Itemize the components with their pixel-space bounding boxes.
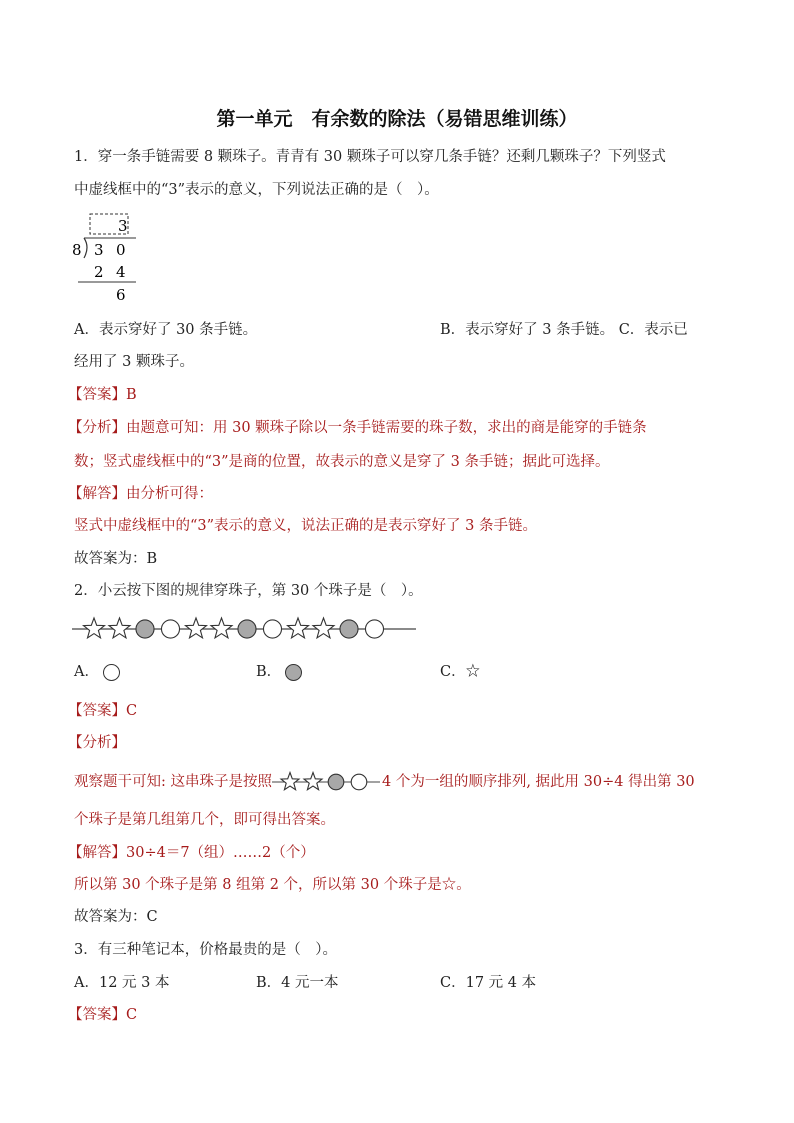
answer-tag: 【答案】 (68, 703, 126, 719)
division-dividend-digit1: 3 (94, 241, 104, 259)
q2-analysis-line2: 个珠子是第几组第几个，即可得出答案。 (74, 812, 335, 828)
q2-option-b: B． (256, 662, 302, 682)
white-circle-bead-icon (365, 620, 383, 638)
star-bead-icon (281, 773, 299, 790)
analysis-tag: 【分析】 (68, 420, 126, 436)
q1-solution-line1: 【解答】由分析可得： (68, 486, 213, 502)
q1-long-division (66, 208, 146, 308)
q1-option-c-continued: 经用了 3 颗珠子。 (74, 354, 194, 370)
q2-answer: 【答案】C (68, 703, 138, 719)
q3-option-b: B．4 元一本 (256, 975, 339, 991)
star-bead-icon (186, 618, 207, 638)
q1-final-answer: 故答案为：B (74, 551, 158, 567)
division-quotient: 3 (118, 217, 128, 235)
division-product-digit2: 4 (116, 263, 126, 281)
q1-analysis-line1: 【分析】由题意可知：用 30 颗珠子除以一条手链需要的珠子数，求出的商是能穿的手链条 (68, 420, 647, 436)
q2-bead-string (72, 616, 418, 642)
star-bead-icon (313, 618, 334, 638)
q1-option-b-c: B．表示穿好了 3 条手链。 C．表示已 (440, 322, 688, 338)
division-remainder: 6 (116, 286, 126, 304)
gray-circle-icon (285, 664, 302, 681)
q2-option-c: C．☆ (440, 664, 481, 680)
gray-circle-bead-icon (238, 620, 256, 638)
white-circle-icon (103, 664, 120, 681)
white-circle-bead-icon (263, 620, 281, 638)
q1-solution-line2: 竖式中虚线框中的“3”表示的意义，说法正确的是表示穿好了 3 条手链。 (74, 518, 537, 534)
gray-circle-bead-icon (328, 774, 344, 790)
q1-stem-line2: 中虚线框中的“3”表示的意义，下列说法正确的是（ ）。 (74, 182, 439, 198)
gray-circle-bead-icon (340, 620, 358, 638)
q2-final-answer: 故答案为：C (74, 909, 158, 925)
q3-stem: 3．有三种笔记本，价格最贵的是（ ）。 (74, 942, 337, 958)
q2-inline-bead-group (272, 771, 382, 793)
q3-option-a: A．12 元 3 本 (74, 975, 170, 991)
answer-tag: 【答案】 (68, 1007, 126, 1023)
q2-stem: 2．小云按下图的规律穿珠子，第 30 个珠子是（ ）。 (74, 583, 423, 599)
q3-option-c: C．17 元 4 本 (440, 975, 537, 991)
star-bead-icon (84, 618, 105, 638)
white-circle-bead-icon (351, 774, 367, 790)
star-bead-icon (304, 773, 322, 790)
white-circle-bead-icon (161, 620, 179, 638)
q2-solution-line1: 【解答】30÷4＝7（组）……2（个） (68, 845, 315, 861)
gray-circle-bead-icon (136, 620, 154, 638)
q2-option-a: A． (74, 662, 120, 682)
answer-tag: 【答案】 (68, 387, 126, 403)
q1-stem-line1: 1．穿一条手链需要 8 颗珠子。青青有 30 颗珠子可以穿几条手链？还剩几颗珠子？下列竖式 (74, 149, 666, 165)
solution-tag: 【解答】 (68, 845, 126, 861)
q2-analysis-line1: 观察题干可知: 这串珠子是按照 4 个为一组的顺序排列, 据此用 30÷4 得出第 30 (74, 771, 695, 793)
division-divisor: 8 (72, 241, 82, 259)
division-dividend-digit2: 0 (116, 241, 126, 259)
q1-option-a: A．表示穿好了 30 条手链。 (74, 322, 258, 338)
q2-analysis-tag: 【分析】 (68, 735, 126, 751)
star-bead-icon (288, 618, 309, 638)
division-product-digit1: 2 (94, 263, 104, 281)
star-bead-icon (109, 618, 130, 638)
q3-answer: 【答案】C (68, 1007, 138, 1023)
q1-answer: 【答案】B (68, 387, 137, 403)
solution-tag: 【解答】 (68, 486, 126, 502)
q2-solution-line2: 所以第 30 个珠子是第 8 组第 2 个，所以第 30 个珠子是☆。 (74, 877, 471, 893)
star-bead-icon (211, 618, 232, 638)
division-bracket (84, 238, 87, 258)
page-title: 第一单元 有余数的除法（易错思维训练） (216, 108, 578, 130)
q1-analysis-line2: 数；竖式虚线框中的“3”是商的位置，故表示的意义是穿了 3 条手链；据此可选择。 (74, 454, 610, 470)
